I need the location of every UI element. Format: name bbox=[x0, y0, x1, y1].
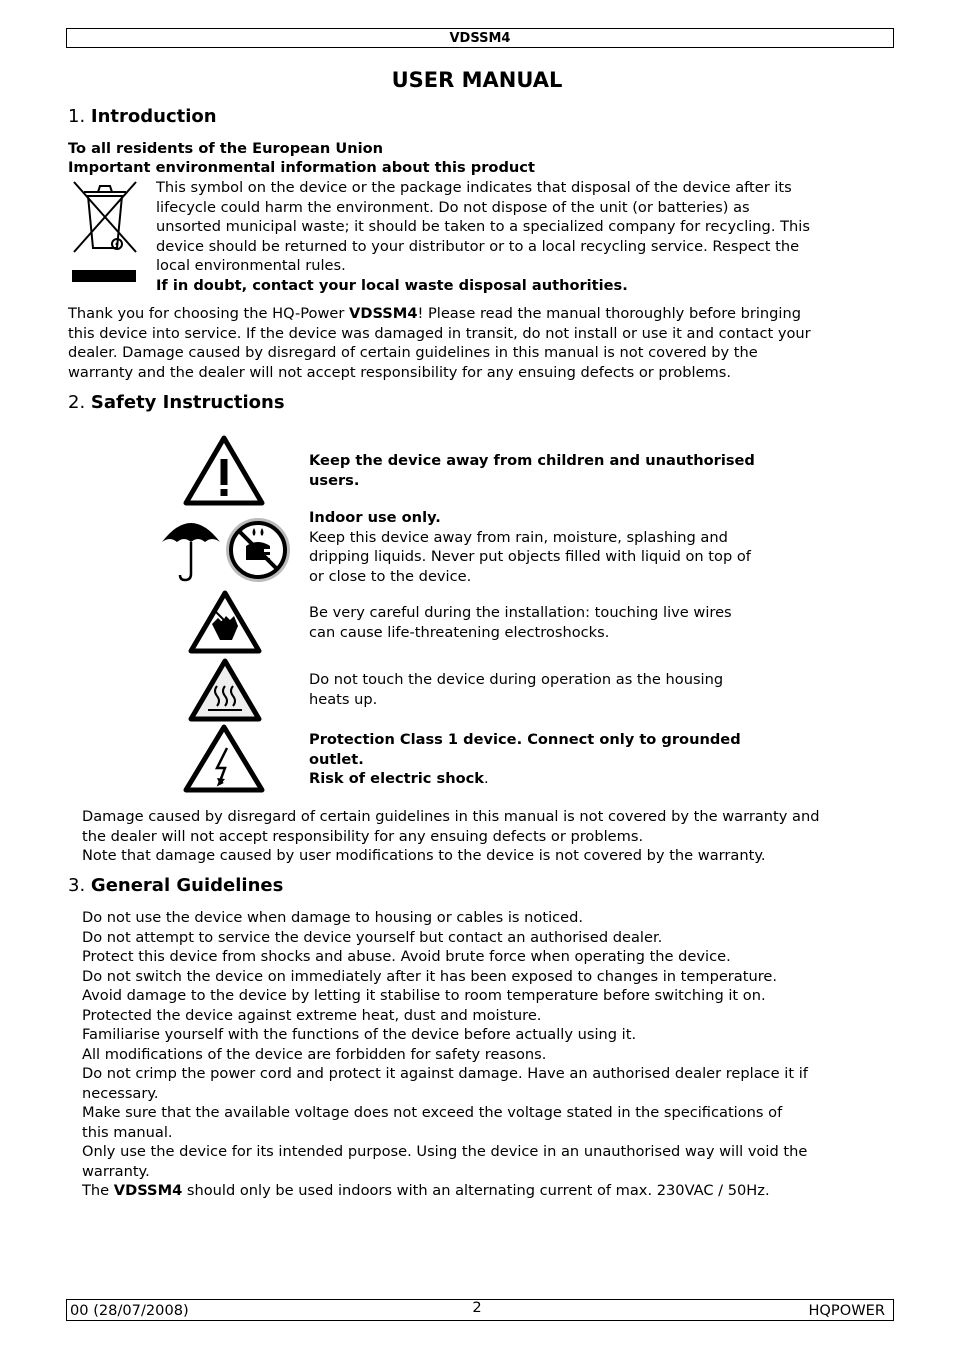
high-voltage-icon bbox=[183, 724, 265, 794]
section-safety-heading bbox=[68, 392, 285, 413]
section-number: 3. bbox=[68, 875, 86, 896]
section-title: Introduction bbox=[90, 106, 217, 127]
list-item: The VDSSM4 should only be used indoors with an alternating current of max. 230VAC / 50Hz. bbox=[82, 1182, 770, 1199]
eu-line-2: Important environmental information about this product bbox=[68, 159, 535, 176]
list-item: Do not switch the device on immediately after it has been exposed to changes in temperature. bbox=[82, 967, 778, 985]
header-model: VDSSM4 bbox=[66, 28, 894, 48]
list-item: Only use the device for its intended purpose. Using the device in an unauthorised way will void the bbox=[82, 1143, 808, 1160]
warning-exclamation-icon bbox=[183, 435, 265, 507]
section-introduction-heading bbox=[68, 106, 217, 127]
list-item: Protected the device against extreme heat, dust and moisture. bbox=[82, 1006, 542, 1024]
list-item: warranty. bbox=[82, 1162, 150, 1180]
no-water-socket-icon bbox=[224, 516, 292, 584]
footer-brand: HQPOWER bbox=[808, 1302, 885, 1319]
page-number: 2 bbox=[472, 1299, 482, 1316]
electric-hand-hazard-icon bbox=[188, 590, 262, 654]
list-item: Avoid damage to the device by letting it stabilise to room temperature before switching it on. bbox=[82, 987, 766, 1004]
safety-item-indoor: Indoor use only. Keep this device away from rain, moisture, splashing and dripping liquids. Never put objects filled with liquid on top of or close to the device. bbox=[309, 509, 751, 585]
safety-item-live-wires: Be very careful during the installation: touching live wires can cause life-threatening electroshocks. bbox=[309, 604, 732, 641]
weee-bold-note: If in doubt, contact your local waste disposal authorities. bbox=[156, 276, 628, 294]
list-item: Familiarise yourself with the functions of the device before actually using it. bbox=[82, 1026, 637, 1043]
list-item: necessary. bbox=[82, 1084, 159, 1102]
list-item: Protect this device from shocks and abuse. Avoid brute force when operating the device. bbox=[82, 948, 731, 965]
hot-surface-icon bbox=[188, 658, 262, 722]
list-item: Do not use the device when damage to housing or cables is noticed. bbox=[82, 909, 584, 926]
safety-item-heat: Do not touch the device during operation as the housing heats up. bbox=[309, 671, 724, 708]
page-title: USER MANUAL bbox=[391, 68, 563, 92]
umbrella-icon bbox=[160, 512, 222, 584]
weee-text: This symbol on the device or the package indicates that disposal of the device after its lifecycle could harm the environment. Do not dispose of the unit (or batteries) as unsorted municipal waste; it should be taken to a specialized company for recycling. This device should be returned to your distributor or to a local recycling service. Respect the local environmental rules. If in doubt, contact your local waste disposal authorities. bbox=[156, 179, 810, 294]
damage-notice: Damage caused by disregard of certain guidelines in this manual is not covered by the warranty and the dealer will not accept responsibility for any ensuing defects or problems. Note that damage caused by user modifications to the device is not covered by the warranty. bbox=[82, 808, 820, 864]
safety-item-children: Keep the device away from children and unauthorised users. bbox=[309, 452, 755, 489]
section-title: Safety Instructions bbox=[90, 392, 285, 413]
list-item: All modifications of the device are forbidden for safety reasons. bbox=[82, 1045, 547, 1063]
guidelines-list bbox=[82, 908, 808, 1201]
footer-version: 00 (28/07/2008) bbox=[70, 1302, 189, 1319]
thank-you-paragraph: Thank you for choosing the HQ-Power VDSSM4! Please read the manual thoroughly before bringing this device into service. If the device was damaged in transit, do not install or use it and contact your dealer. Damage caused by disregard of certain guidelines in this manual is not covered by the warranty and the dealer will not accept responsibility for any ensuing defects or problems. bbox=[68, 305, 811, 381]
list-item: this manual. bbox=[82, 1123, 173, 1141]
list-item: Make sure that the available voltage does not exceed the voltage stated in the specifications of bbox=[82, 1104, 783, 1121]
section-guidelines-heading bbox=[68, 875, 283, 896]
safety-item-protection-class: Protection Class 1 device. Connect only to grounded outlet. Risk of electric shock. bbox=[309, 731, 741, 787]
section-number: 1. bbox=[68, 106, 86, 127]
section-number: 2. bbox=[68, 392, 86, 413]
weee-bin-icon bbox=[70, 178, 140, 286]
eu-line-1: To all residents of the European Union bbox=[68, 140, 384, 157]
list-item: Do not attempt to service the device yourself but contact an authorised dealer. bbox=[82, 928, 663, 946]
section-title: General Guidelines bbox=[90, 875, 284, 896]
list-item: Do not crimp the power cord and protect it against damage. Have an authorised dealer replace it if bbox=[82, 1065, 808, 1082]
